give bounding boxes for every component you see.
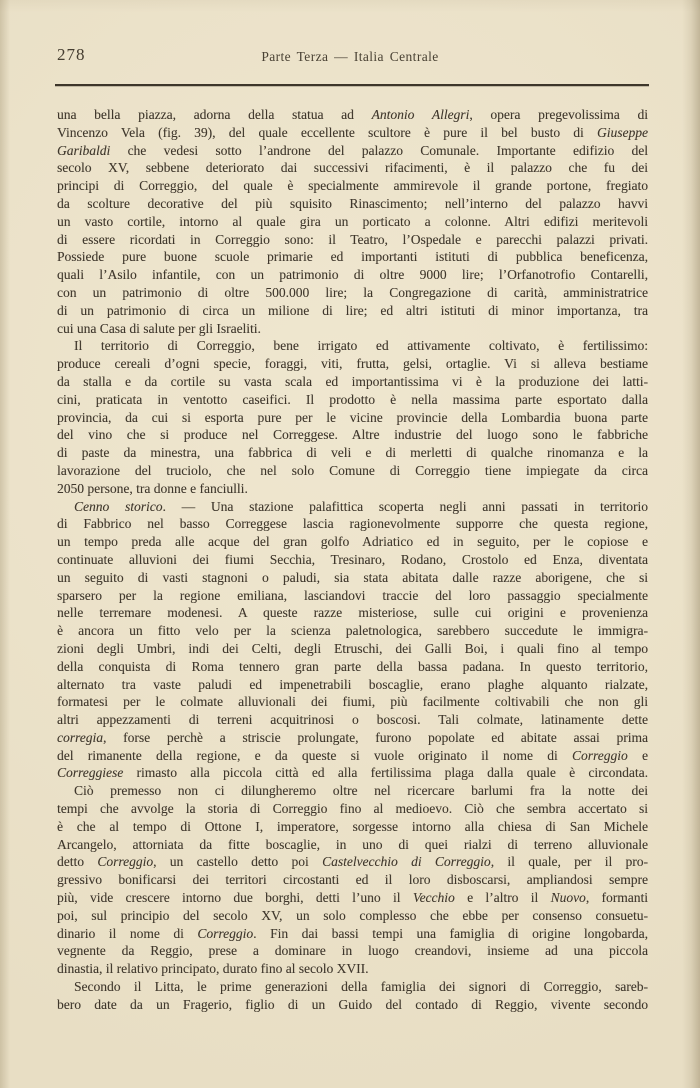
text-line	[57, 533, 648, 551]
text-line	[57, 159, 648, 177]
text-line	[57, 391, 648, 409]
text-run: un tempo preda alle acque del gran golfo Adriatico ed in seguito, per le copiose e	[57, 534, 648, 550]
text-line	[57, 640, 648, 658]
text-run: Secondo il Litta, le prime generazioni della famiglia dei signori di Correggio, sareb-	[74, 979, 648, 995]
text-run: Vecchio	[412, 890, 455, 906]
text-run: principi di Correggio, del quale è specialmente ammirevole il grande portone, fregiato	[57, 178, 648, 194]
text-run: Antonio Allegri	[371, 107, 470, 122]
text-line	[57, 836, 648, 854]
paragraph	[57, 782, 648, 978]
text-run: del rimanente della regione, e da queste si vuole originato il nome di	[57, 747, 572, 763]
text-run: dinario il nome di	[57, 925, 198, 941]
text-line	[57, 266, 648, 284]
text-line	[57, 747, 648, 765]
text-run: altri appezzamenti di terreni acquitrinosi o boscosi. Tali colmate, latinamente dette	[57, 712, 648, 728]
text-run: nelle terremare modenesi. A queste razze misteriose, sulle cui origini e provenienza	[57, 605, 648, 621]
text-run: della conquista di Roma tennero gran parte della bassa padana. In questo territorio,	[57, 658, 648, 674]
text-run: un vasto cortile, intorno al quale gira un porticato a colonne. Altri edifizi meritevoli	[57, 213, 648, 229]
paragraph	[57, 337, 648, 497]
text-line	[57, 907, 648, 925]
text-run: di essere ricordati in Correggio sono: il Teatro, l’Ospedale e parecchi palazzi privati.	[57, 231, 648, 247]
text-line	[57, 711, 648, 729]
text-line	[57, 320, 648, 338]
text-run: Possiede pure buone scuole primarie ed importanti istituti di pubblica beneficenza,	[57, 249, 648, 265]
text-run: 2050 persone, tra donne e fanciulli.	[57, 480, 248, 496]
text-line	[57, 729, 648, 747]
text-run: un seguito di vasti stagnoni o paludi, sia stata abitata dalle razze aborigene, che si	[57, 569, 648, 585]
text-line	[57, 782, 648, 800]
page-number: 278	[57, 45, 86, 64]
text-run: cui una Casa di salute per gli Israeliti.	[57, 320, 261, 336]
text-line	[57, 925, 648, 943]
text-run: , formanti	[585, 890, 648, 906]
text-line	[57, 480, 648, 498]
text-run: Correggio	[97, 854, 154, 870]
text-run: e	[627, 747, 648, 763]
text-run: Correggiese	[57, 765, 124, 781]
text-run: , forse perchè a striscie prolungate, furono popolate ed abitate assai prima	[103, 729, 648, 745]
text-run: di Fabbrico nel basso Correggese lascia ragionevolmente supporre che questa regione,	[57, 516, 648, 532]
running-title: Parte Terza — Italia Centrale	[261, 49, 439, 64]
text-line	[57, 373, 648, 391]
text-line	[57, 996, 648, 1014]
text-line	[57, 462, 648, 480]
text-line	[57, 124, 648, 142]
text-line	[57, 302, 648, 320]
text-run: Giuseppe	[597, 124, 648, 140]
text-line	[57, 604, 648, 622]
text-run: e l’altro il	[454, 890, 551, 906]
text-line	[57, 248, 648, 266]
text-line	[57, 942, 648, 960]
text-run: gressivo bonificarsi dei territori circostanti ed il loro disboscarsi, ampliandosi sempre	[57, 872, 648, 888]
text-run: secolo XV, sebbene deteriorato dai successivi rifacimenti, è il palazzo che fu dei	[57, 160, 648, 176]
text-run: provincia, da cui si esporta pure per le vicine provincie della Lombardia buona parte	[57, 409, 648, 425]
text-run: Arcangelo, attorniata da fitte boscaglie, in uno di quei rialzi di terreno alluvionale	[57, 836, 648, 852]
text-run: tempi che avvolge la storia di Correggio fino al medioevo. Ciò che sembra accertato si	[57, 801, 648, 817]
text-line	[57, 569, 648, 587]
text-run: vegnente da Reggio, prese a dominare in luogo creandovi, insieme ad una piccola	[57, 943, 648, 959]
text-line	[57, 676, 648, 694]
text-line	[57, 871, 648, 889]
text-line	[57, 853, 648, 871]
text-line	[57, 231, 648, 249]
paragraph	[57, 978, 648, 1014]
header-rule	[55, 84, 649, 86]
text-run: zioni degli Umbri, indi dei Celti, degli Etruschi, dei Galli Boi, i quali fino al tempo	[57, 640, 648, 656]
text-line	[57, 622, 648, 640]
text-line	[57, 195, 648, 213]
text-run: poi, sul principio del secolo XV, un solo complesso che ebbe per consenso consuetu-	[57, 907, 648, 923]
text-run: Nuovo	[550, 890, 586, 906]
text-line	[57, 284, 648, 302]
text-run: con un patrimonio di oltre 500.000 lire; la Congregazione di carità, amministratrice	[57, 284, 648, 300]
text-run: più, vide crescere intorno due borghi, detti l’uno il	[57, 890, 413, 906]
text-run: di un patrimonio di circa un milione di lire; ed altri istituti di minor importanza, tra	[57, 302, 648, 318]
text-line	[57, 960, 648, 978]
text-run: continuate alluvioni dei fiumi Secchia, Tresinaro, Rodano, Crostolo ed Enza, diventata	[57, 551, 648, 567]
text-run: Correggio	[197, 925, 254, 941]
text-line	[57, 142, 648, 160]
text-run: dinastia, il relativo principato, durato fino al secolo XVII.	[57, 961, 369, 977]
text-run: quali l’Asilo infantile, con un patrimonio di oltre 9000 lire; l’Orfanotrofio Contarelli,	[57, 267, 648, 283]
text-line	[57, 658, 648, 676]
text-run: . Fin dai bassi tempi una famiglia di origine longobarda,	[253, 925, 648, 941]
text-line	[57, 213, 648, 231]
text-run: da stalla e da cortile su vasta scala ed importantissima vi è la produzione dei latti-	[57, 373, 648, 389]
paragraph	[57, 498, 648, 783]
text-run: lavorazione del truciolo, che nel solo Comune di Correggio tiene impiegate da circa	[57, 462, 648, 478]
text-line	[57, 693, 648, 711]
text-line	[57, 764, 648, 782]
text-run: Castelvecchio di Correggio	[322, 854, 491, 870]
text-run: Vincenzo Vela (fig. 39), del quale eccellente scultore è pure il bel busto di	[57, 124, 597, 140]
text-run: sparsero per la regione emiliana, lasciandovi traccie del loro passaggio specialmente	[57, 587, 648, 603]
text-run: corregia	[57, 729, 103, 745]
text-run: formatesi per le colmate alluvionali dei fiumi, più facilmente coltivabili che non gli	[57, 694, 648, 710]
text-run: Il territorio di Correggio, bene irrigato ed attivamente coltivato, è fertilissimo:	[74, 338, 648, 354]
text-line	[57, 409, 648, 427]
text-run: , un castello detto poi	[153, 854, 323, 870]
text-run: Ciò premesso non ci dilungheremo oltre nel ricercare barlumi fra la notte dei	[74, 783, 648, 799]
text-run: Correggio	[571, 747, 628, 763]
text-run: è ancora un fitto velo per la scienza paletnologica, sarebbero succedute le immigra-	[57, 623, 648, 639]
text-line	[57, 800, 648, 818]
text-line	[57, 818, 648, 836]
text-run: detto	[57, 854, 98, 870]
text-line	[57, 177, 648, 195]
text-line	[57, 498, 648, 516]
text-line	[57, 426, 648, 444]
text-run: rimasto alla piccola città ed alla fertilissima plaga dalla quale è circondata.	[123, 765, 648, 781]
text-line	[57, 337, 648, 355]
text-run: Garibaldi	[57, 142, 111, 158]
text-line	[57, 355, 648, 373]
text-line	[57, 978, 648, 996]
text-line	[57, 444, 648, 462]
text-line	[57, 889, 648, 907]
paragraph	[57, 106, 648, 337]
text-run: Cenno storico	[74, 498, 163, 514]
text-run: che vedesi sotto l’androne del palazzo Comunale. Importante edifizio del	[110, 142, 648, 158]
text-block	[57, 106, 648, 1014]
text-run: produce cereali d’ogni specie, foraggi, viti, frutta, gelsi, ortaglie. Vi si alleva bestiame	[57, 356, 648, 372]
text-run: è che al tempo di Ottone I, imperatore, sorgesse intorno alla chiesa di San Michele	[57, 818, 648, 834]
text-run: una bella piazza, adorna della statua ad	[57, 107, 372, 122]
text-run: cini, praticata in ventotto caseifici. Il prodotto è nella massima parte esportato dalla	[57, 391, 648, 407]
text-line	[57, 551, 648, 569]
text-run: , il quale, per il pro-	[490, 854, 648, 870]
text-line	[57, 515, 648, 533]
text-run: . — Una stazione palafittica scoperta negli anni passati in territorio	[162, 498, 648, 514]
text-run: del vino che si produce nel Correggese. Altre industrie del luogo sono le fabbriche	[57, 427, 648, 443]
text-run: di paste da minestra, una fabbrica di veli e di merletti di qualche rinomanza e la	[57, 445, 648, 461]
text-run: alternato tra vaste paludi ed impenetrabili boscaglie, erano plaghe alquanto rialzate,	[57, 676, 648, 692]
text-line	[57, 587, 648, 605]
text-run: da scolture decorative del più squisito Rinascimento; nell’interno del palazzo havvi	[57, 195, 648, 211]
text-run: bero date da un Fragerio, figlio di un Guido del contado di Reggio, vivente secondo	[57, 996, 648, 1012]
text-run: , opera pregevolissima di	[469, 107, 648, 122]
text-line	[57, 106, 648, 124]
